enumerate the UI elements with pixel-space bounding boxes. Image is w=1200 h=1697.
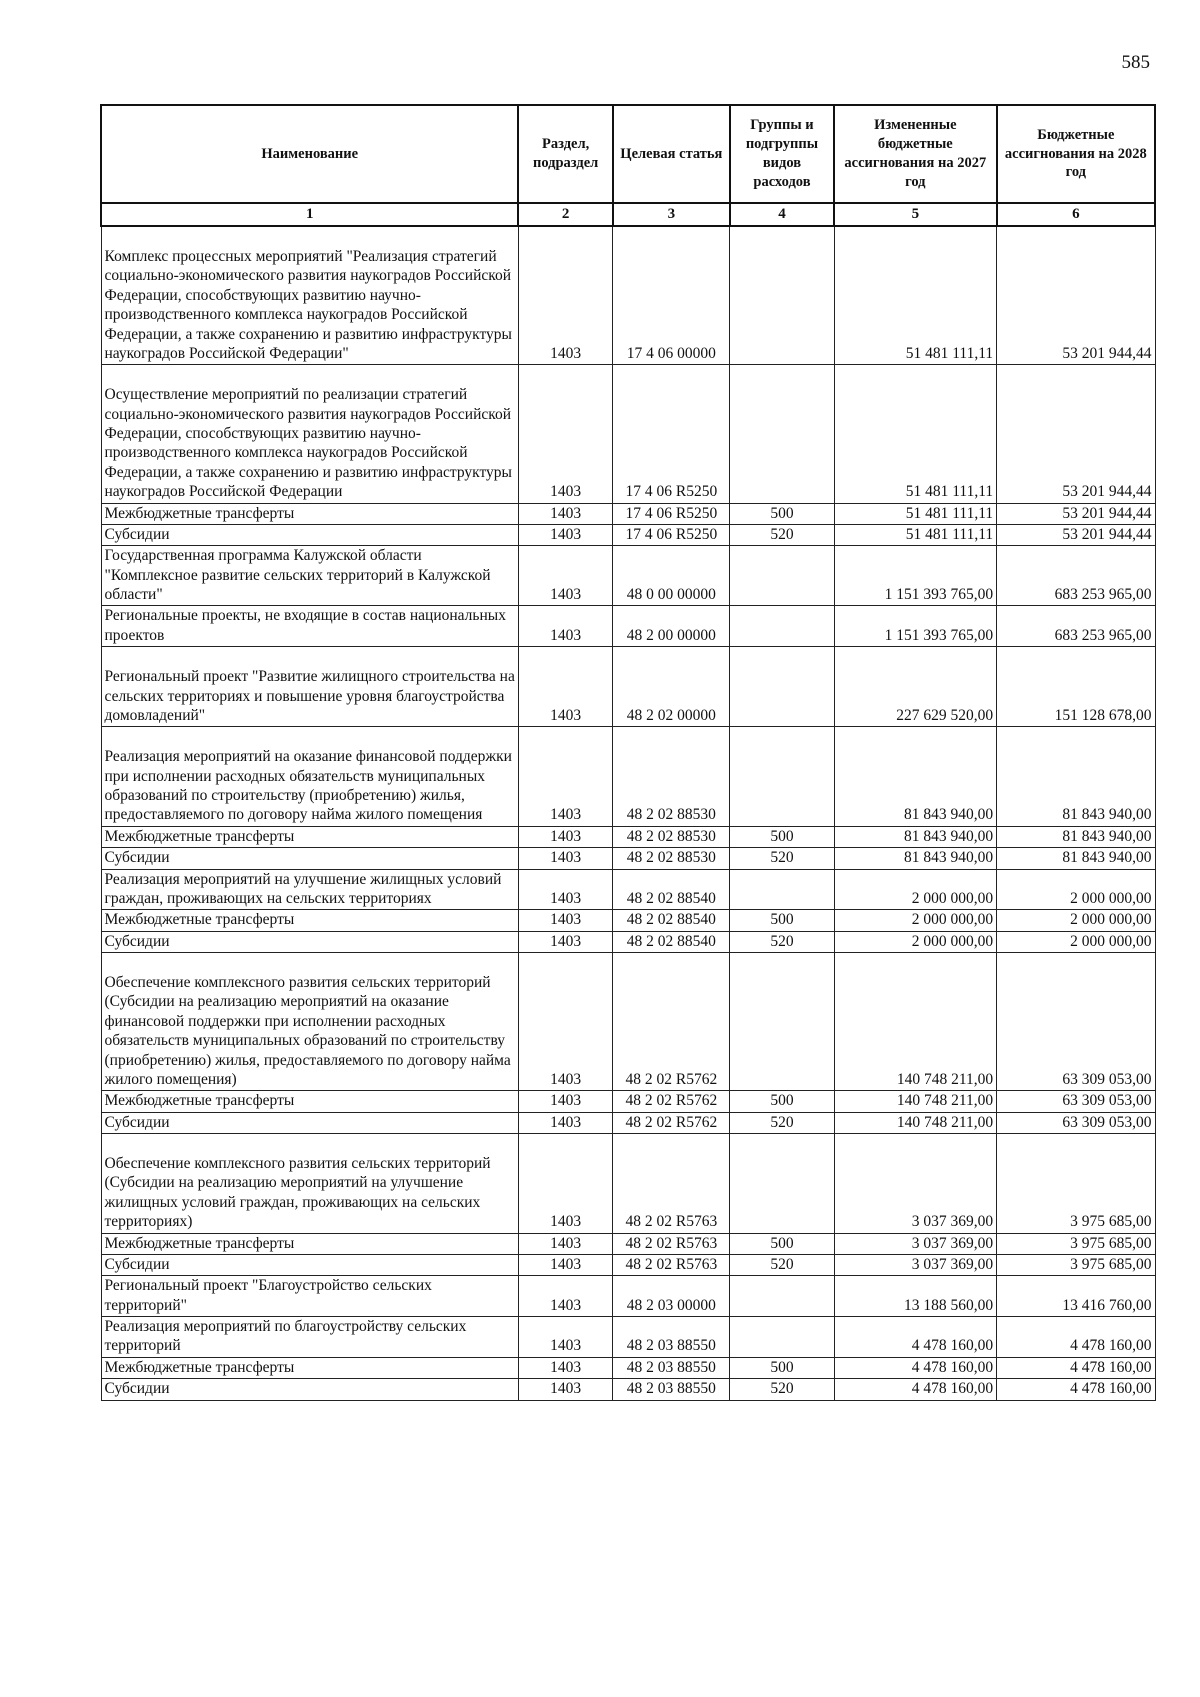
row-amount-2028: 3 975 685,00 bbox=[997, 1134, 1155, 1234]
row-amount-2027: 2 000 000,00 bbox=[834, 931, 997, 952]
row-amount-2027: 3 037 369,00 bbox=[834, 1254, 997, 1275]
table-row bbox=[101, 1357, 1155, 1378]
table-row bbox=[101, 1091, 1155, 1112]
row-target-article: 48 2 02 R5762 bbox=[613, 953, 730, 1091]
row-target-article: 48 2 03 00000 bbox=[613, 1276, 730, 1317]
row-amount-2027: 13 188 560,00 bbox=[834, 1276, 997, 1317]
row-name: Комплекс процессных мероприятий "Реализация стратегий социально-экономического развития наукоградов Российской Федерации, способствующих развитию научно-производственного комплекса наукоградов Российской Федерации, а также сохранению и развитию инфраструктуры наукоградов Российской Федерации" bbox=[101, 226, 518, 365]
row-amount-2027: 81 843 940,00 bbox=[834, 848, 997, 869]
table-row bbox=[101, 1379, 1155, 1400]
row-amount-2028: 683 253 965,00 bbox=[997, 546, 1155, 606]
row-name: Реализация мероприятий на улучшение жилищных условий граждан, проживающих на сельских территориях bbox=[101, 869, 518, 910]
row-name: Обеспечение комплексного развития сельских территорий (Субсидии на реализацию мероприятий на оказание финансовой поддержки при исполнении расходных обязательств муниципальных образований по строительству (приобретению) жилья, предоставляемого по договору найма жилого помещения) bbox=[101, 953, 518, 1091]
table-body bbox=[101, 226, 1155, 1400]
row-expense-group bbox=[730, 647, 834, 727]
row-amount-2027: 51 481 111,11 bbox=[834, 226, 997, 365]
row-target-article: 48 2 02 R5763 bbox=[613, 1134, 730, 1234]
row-expense-group: 520 bbox=[730, 1112, 834, 1133]
row-expense-group: 500 bbox=[730, 503, 834, 524]
row-name: Межбюджетные трансферты bbox=[101, 1233, 518, 1254]
row-expense-group: 500 bbox=[730, 1091, 834, 1112]
row-expense-group bbox=[730, 226, 834, 365]
row-section: 1403 bbox=[518, 826, 612, 847]
row-expense-group: 500 bbox=[730, 1233, 834, 1254]
header-name: Наименование bbox=[101, 105, 518, 203]
table-row bbox=[101, 953, 1155, 1091]
row-section: 1403 bbox=[518, 546, 612, 606]
table-row bbox=[101, 1233, 1155, 1254]
row-expense-group: 520 bbox=[730, 848, 834, 869]
row-amount-2028: 2 000 000,00 bbox=[997, 910, 1155, 931]
table-row bbox=[101, 1134, 1155, 1234]
row-expense-group bbox=[730, 953, 834, 1091]
row-target-article: 48 2 02 88530 bbox=[613, 848, 730, 869]
table-row bbox=[101, 826, 1155, 847]
column-number: 3 bbox=[613, 203, 730, 226]
row-amount-2028: 4 478 160,00 bbox=[997, 1357, 1155, 1378]
row-name: Реализация мероприятий по благоустройству сельских территорий bbox=[101, 1317, 518, 1358]
row-target-article: 48 0 00 00000 bbox=[613, 546, 730, 606]
row-target-article: 17 4 06 R5250 bbox=[613, 503, 730, 524]
row-name: Межбюджетные трансферты bbox=[101, 503, 518, 524]
table-row bbox=[101, 869, 1155, 910]
row-amount-2028: 81 843 940,00 bbox=[997, 848, 1155, 869]
row-target-article: 48 2 02 88540 bbox=[613, 869, 730, 910]
row-amount-2027: 1 151 393 765,00 bbox=[834, 606, 997, 647]
row-amount-2027: 51 481 111,11 bbox=[834, 524, 997, 545]
table-row bbox=[101, 1254, 1155, 1275]
row-expense-group: 500 bbox=[730, 826, 834, 847]
row-section: 1403 bbox=[518, 1317, 612, 1358]
row-amount-2027: 4 478 160,00 bbox=[834, 1379, 997, 1400]
header-2027: Измененные бюджетные ассигнования на 2027 год bbox=[834, 105, 997, 203]
row-section: 1403 bbox=[518, 953, 612, 1091]
row-section: 1403 bbox=[518, 365, 612, 503]
row-name: Государственная программа Калужской области "Комплексное развитие сельских территорий в Калужской области" bbox=[101, 546, 518, 606]
row-name: Субсидии bbox=[101, 931, 518, 952]
row-section: 1403 bbox=[518, 1112, 612, 1133]
row-amount-2028: 53 201 944,44 bbox=[997, 226, 1155, 365]
row-name: Межбюджетные трансферты bbox=[101, 1091, 518, 1112]
row-section: 1403 bbox=[518, 1276, 612, 1317]
row-name: Субсидии bbox=[101, 848, 518, 869]
row-target-article: 17 4 06 R5250 bbox=[613, 365, 730, 503]
row-name: Субсидии bbox=[101, 524, 518, 545]
row-amount-2028: 4 478 160,00 bbox=[997, 1317, 1155, 1358]
row-expense-group bbox=[730, 1317, 834, 1358]
row-amount-2028: 53 201 944,44 bbox=[997, 503, 1155, 524]
table-row bbox=[101, 226, 1155, 365]
row-target-article: 17 4 06 R5250 bbox=[613, 524, 730, 545]
table-row bbox=[101, 503, 1155, 524]
row-amount-2028: 53 201 944,44 bbox=[997, 365, 1155, 503]
row-amount-2027: 2 000 000,00 bbox=[834, 910, 997, 931]
row-amount-2028: 2 000 000,00 bbox=[997, 869, 1155, 910]
row-section: 1403 bbox=[518, 1091, 612, 1112]
row-amount-2028: 63 309 053,00 bbox=[997, 953, 1155, 1091]
row-target-article: 48 2 03 88550 bbox=[613, 1357, 730, 1378]
row-expense-group bbox=[730, 1276, 834, 1317]
row-section: 1403 bbox=[518, 848, 612, 869]
row-target-article: 17 4 06 00000 bbox=[613, 226, 730, 365]
row-section: 1403 bbox=[518, 1357, 612, 1378]
row-name: Региональные проекты, не входящие в состав национальных проектов bbox=[101, 606, 518, 647]
table-row bbox=[101, 524, 1155, 545]
row-amount-2027: 227 629 520,00 bbox=[834, 647, 997, 727]
row-expense-group: 520 bbox=[730, 524, 834, 545]
row-target-article: 48 2 03 88550 bbox=[613, 1317, 730, 1358]
column-number: 6 bbox=[997, 203, 1155, 226]
row-name: Межбюджетные трансферты bbox=[101, 826, 518, 847]
row-section: 1403 bbox=[518, 503, 612, 524]
row-amount-2028: 683 253 965,00 bbox=[997, 606, 1155, 647]
row-amount-2028: 3 975 685,00 bbox=[997, 1254, 1155, 1275]
row-target-article: 48 2 02 88530 bbox=[613, 826, 730, 847]
header-groups: Группы и подгруппы видов расходов bbox=[730, 105, 834, 203]
row-amount-2027: 3 037 369,00 bbox=[834, 1134, 997, 1234]
column-number: 4 bbox=[730, 203, 834, 226]
row-target-article: 48 2 02 R5762 bbox=[613, 1091, 730, 1112]
row-expense-group: 520 bbox=[730, 931, 834, 952]
table-row bbox=[101, 365, 1155, 503]
table-row bbox=[101, 647, 1155, 727]
row-section: 1403 bbox=[518, 1379, 612, 1400]
row-section: 1403 bbox=[518, 727, 612, 827]
row-section: 1403 bbox=[518, 931, 612, 952]
row-amount-2028: 81 843 940,00 bbox=[997, 727, 1155, 827]
table-row bbox=[101, 931, 1155, 952]
row-name: Субсидии bbox=[101, 1254, 518, 1275]
row-amount-2027: 4 478 160,00 bbox=[834, 1357, 997, 1378]
header-target: Целевая статья bbox=[613, 105, 730, 203]
row-name: Реализация мероприятий на оказание финансовой поддержки при исполнении расходных обязательств муниципальных образований по строительству (приобретению) жилья, предоставляемого по договору найма жилого помещения bbox=[101, 727, 518, 827]
row-amount-2027: 81 843 940,00 bbox=[834, 727, 997, 827]
row-amount-2028: 2 000 000,00 bbox=[997, 931, 1155, 952]
row-amount-2028: 151 128 678,00 bbox=[997, 647, 1155, 727]
table-row bbox=[101, 546, 1155, 606]
column-number: 1 bbox=[101, 203, 518, 226]
row-name: Обеспечение комплексного развития сельских территорий (Субсидии на реализацию мероприятий на улучшение жилищных условий граждан, проживающих на сельских территориях) bbox=[101, 1134, 518, 1234]
header-2028: Бюджетные ассигнования на 2028 год bbox=[997, 105, 1155, 203]
row-expense-group bbox=[730, 727, 834, 827]
row-expense-group: 520 bbox=[730, 1254, 834, 1275]
row-expense-group: 520 bbox=[730, 1379, 834, 1400]
row-section: 1403 bbox=[518, 1134, 612, 1234]
row-amount-2028: 63 309 053,00 bbox=[997, 1091, 1155, 1112]
row-amount-2028: 63 309 053,00 bbox=[997, 1112, 1155, 1133]
row-amount-2027: 140 748 211,00 bbox=[834, 1091, 997, 1112]
row-amount-2027: 1 151 393 765,00 bbox=[834, 546, 997, 606]
row-amount-2028: 4 478 160,00 bbox=[997, 1379, 1155, 1400]
row-name: Межбюджетные трансферты bbox=[101, 910, 518, 931]
budget-table bbox=[100, 104, 1156, 1401]
row-section: 1403 bbox=[518, 1233, 612, 1254]
column-number: 5 bbox=[834, 203, 997, 226]
row-amount-2027: 4 478 160,00 bbox=[834, 1317, 997, 1358]
row-target-article: 48 2 02 88530 bbox=[613, 727, 730, 827]
page-number: 585 bbox=[1121, 52, 1150, 73]
row-amount-2027: 3 037 369,00 bbox=[834, 1233, 997, 1254]
table-row bbox=[101, 1276, 1155, 1317]
row-target-article: 48 2 02 R5763 bbox=[613, 1254, 730, 1275]
row-section: 1403 bbox=[518, 647, 612, 727]
row-section: 1403 bbox=[518, 910, 612, 931]
row-expense-group bbox=[730, 869, 834, 910]
table-row bbox=[101, 1317, 1155, 1358]
row-name: Межбюджетные трансферты bbox=[101, 1357, 518, 1378]
row-amount-2027: 51 481 111,11 bbox=[834, 503, 997, 524]
table-row bbox=[101, 606, 1155, 647]
table-row bbox=[101, 727, 1155, 827]
row-expense-group: 500 bbox=[730, 910, 834, 931]
column-number: 2 bbox=[518, 203, 612, 226]
row-amount-2028: 3 975 685,00 bbox=[997, 1233, 1155, 1254]
row-expense-group bbox=[730, 1134, 834, 1234]
row-amount-2027: 81 843 940,00 bbox=[834, 826, 997, 847]
row-name: Региональный проект "Благоустройство сельских территорий" bbox=[101, 1276, 518, 1317]
row-target-article: 48 2 02 00000 bbox=[613, 647, 730, 727]
header-section: Раздел, подраздел bbox=[518, 105, 612, 203]
table-row bbox=[101, 910, 1155, 931]
row-expense-group bbox=[730, 365, 834, 503]
row-expense-group bbox=[730, 546, 834, 606]
row-amount-2028: 53 201 944,44 bbox=[997, 524, 1155, 545]
row-amount-2027: 2 000 000,00 bbox=[834, 869, 997, 910]
row-expense-group bbox=[730, 606, 834, 647]
row-target-article: 48 2 00 00000 bbox=[613, 606, 730, 647]
row-name: Региональный проект "Развитие жилищного строительства на сельских территориях и повышение уровня благоустройства домовладений" bbox=[101, 647, 518, 727]
row-target-article: 48 2 02 88540 bbox=[613, 931, 730, 952]
row-name: Субсидии bbox=[101, 1379, 518, 1400]
row-amount-2027: 51 481 111,11 bbox=[834, 365, 997, 503]
row-name: Субсидии bbox=[101, 1112, 518, 1133]
row-section: 1403 bbox=[518, 226, 612, 365]
row-amount-2027: 140 748 211,00 bbox=[834, 953, 997, 1091]
row-section: 1403 bbox=[518, 524, 612, 545]
row-section: 1403 bbox=[518, 869, 612, 910]
row-amount-2028: 13 416 760,00 bbox=[997, 1276, 1155, 1317]
table-column-numbers bbox=[101, 203, 1155, 226]
table-row bbox=[101, 848, 1155, 869]
row-amount-2028: 81 843 940,00 bbox=[997, 826, 1155, 847]
row-section: 1403 bbox=[518, 606, 612, 647]
row-target-article: 48 2 02 88540 bbox=[613, 910, 730, 931]
row-section: 1403 bbox=[518, 1254, 612, 1275]
row-name: Осуществление мероприятий по реализации стратегий социально-экономического развития наукоградов Российской Федерации, способствующих развитию научно-производственного комплекса наукоградов Российской Федерации, а также сохранению и развитию инфраструктуры наукоградов Российской Федерации bbox=[101, 365, 518, 503]
row-target-article: 48 2 02 R5763 bbox=[613, 1233, 730, 1254]
row-target-article: 48 2 02 R5762 bbox=[613, 1112, 730, 1133]
table-header-row bbox=[101, 105, 1155, 203]
row-amount-2027: 140 748 211,00 bbox=[834, 1112, 997, 1133]
table-row bbox=[101, 1112, 1155, 1133]
row-expense-group: 500 bbox=[730, 1357, 834, 1378]
row-target-article: 48 2 03 88550 bbox=[613, 1379, 730, 1400]
